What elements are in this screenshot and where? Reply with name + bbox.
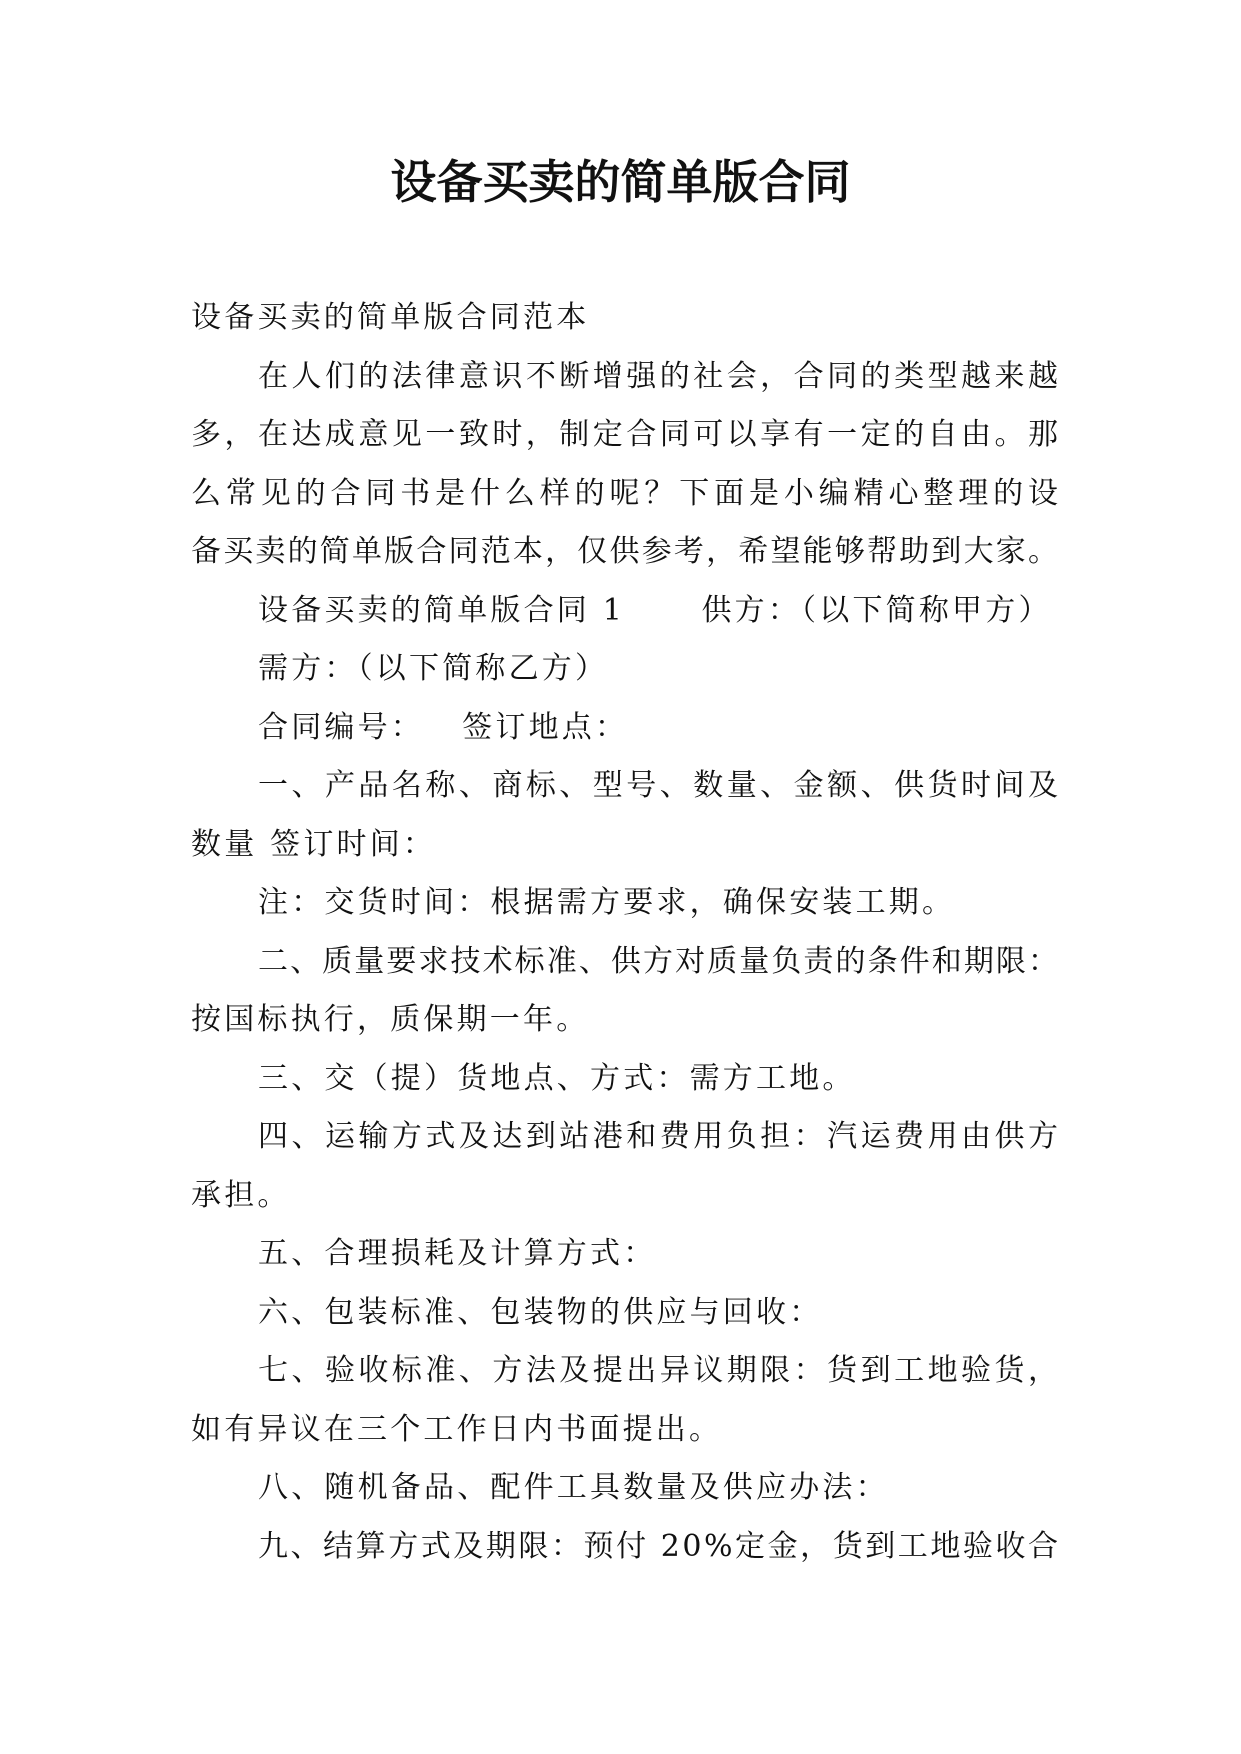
paragraph-line-text: 六、包装标准、包装物的供应与回收： <box>258 1294 823 1330</box>
paragraph-line-text: 八、随机备品、配件工具数量及供应办法： <box>258 1470 889 1505</box>
document-subtitle: 设备买卖的简单版合同范本 <box>191 300 590 335</box>
paragraph-line-text: 承担。 <box>191 1177 291 1213</box>
paragraph-line <box>258 1284 1058 1343</box>
paragraph-line-text: 设备买卖的简单版合同 1 供方：（以下简称甲方） <box>258 592 1052 628</box>
paragraph-line-text: 在人们的法律意识不断增强的社会，合同的类型越来越 <box>258 358 1062 394</box>
paragraph-line-text: 数量 签订时间： <box>191 826 437 862</box>
paragraph-line <box>258 1050 1058 1109</box>
paragraph-line-text: 按国标执行，质保期一年。 <box>191 1002 590 1037</box>
paragraph <box>191 933 1061 1050</box>
paragraph <box>191 874 1058 933</box>
paragraph-line <box>191 406 1062 465</box>
paragraph <box>191 1284 1058 1343</box>
paragraph <box>191 640 1058 699</box>
paragraph-line <box>191 991 1058 1050</box>
paragraph <box>191 348 1063 582</box>
paragraph-line <box>258 582 1058 641</box>
paragraph-line <box>258 1225 1058 1284</box>
paragraph-line-text: 二、质量要求技术标准、供方对质量负责的条件和期限： <box>258 943 1061 979</box>
paragraph-line-text: 九、结算方式及期限：预付 20%定金，货到工地验收合 <box>258 1528 1061 1564</box>
paragraph-line <box>191 816 1058 875</box>
paragraph-line <box>258 640 1058 699</box>
paragraph-line-text: 多，在达成意见一致时，制定合同可以享有一定的自由。那 <box>191 417 1062 452</box>
paragraph-line <box>191 523 1061 582</box>
paragraph-line-text: 么常见的合同书是什么样的呢？下面是小编精心整理的设 <box>191 475 1063 511</box>
paragraph <box>191 699 1058 758</box>
document-body <box>191 289 1063 1576</box>
paragraph-line <box>258 933 1061 992</box>
paragraph <box>191 582 1058 641</box>
paragraph-line <box>258 1518 1061 1577</box>
paragraph-line <box>258 1108 1062 1167</box>
paragraph-line <box>191 1167 1058 1226</box>
paragraph-line-text: 一、产品名称、商标、型号、数量、金额、供货时间及 <box>258 768 1062 803</box>
paragraph-line-text: 备买卖的简单版合同范本，仅供参考，希望能够帮助到大家。 <box>191 534 1061 569</box>
paragraph-line-text: 合同编号： 签订地点： <box>258 709 629 745</box>
paragraph-line-text: 七、验收标准、方法及提出异议期限：货到工地验货， <box>258 1353 1062 1388</box>
document-title: 设备买卖的简单版合同 <box>390 155 851 209</box>
paragraph <box>191 1225 1058 1284</box>
paragraph-line-text: 注：交货时间：根据需方要求，确保安装工期。 <box>258 885 956 920</box>
paragraph-line <box>258 348 1062 407</box>
paragraph-line-text: 三、交（提）货地点、方式：需方工地。 <box>258 1060 856 1096</box>
paragraph-line <box>258 1459 1058 1518</box>
paragraph <box>191 1518 1061 1577</box>
paragraph-line <box>258 757 1062 816</box>
paragraph <box>191 1050 1058 1109</box>
paragraph-line <box>258 874 1058 933</box>
paragraph <box>191 1459 1058 1518</box>
paragraph <box>191 1342 1062 1459</box>
paragraph-line-text: 如有异议在三个工作日内书面提出。 <box>191 1411 723 1447</box>
paragraph <box>191 757 1062 874</box>
paragraph-line <box>258 699 1058 758</box>
paragraph <box>191 1108 1062 1225</box>
paragraph-line <box>258 1342 1062 1401</box>
paragraph-line-text: 四、运输方式及达到站港和费用负担：汽运费用由供方 <box>258 1119 1062 1154</box>
paragraph-line <box>191 465 1063 524</box>
paragraph-line <box>191 1401 1058 1460</box>
paragraph-line-text: 五、合理损耗及计算方式： <box>258 1236 657 1271</box>
paragraph-line-text: 需方：（以下简称乙方） <box>258 651 609 686</box>
